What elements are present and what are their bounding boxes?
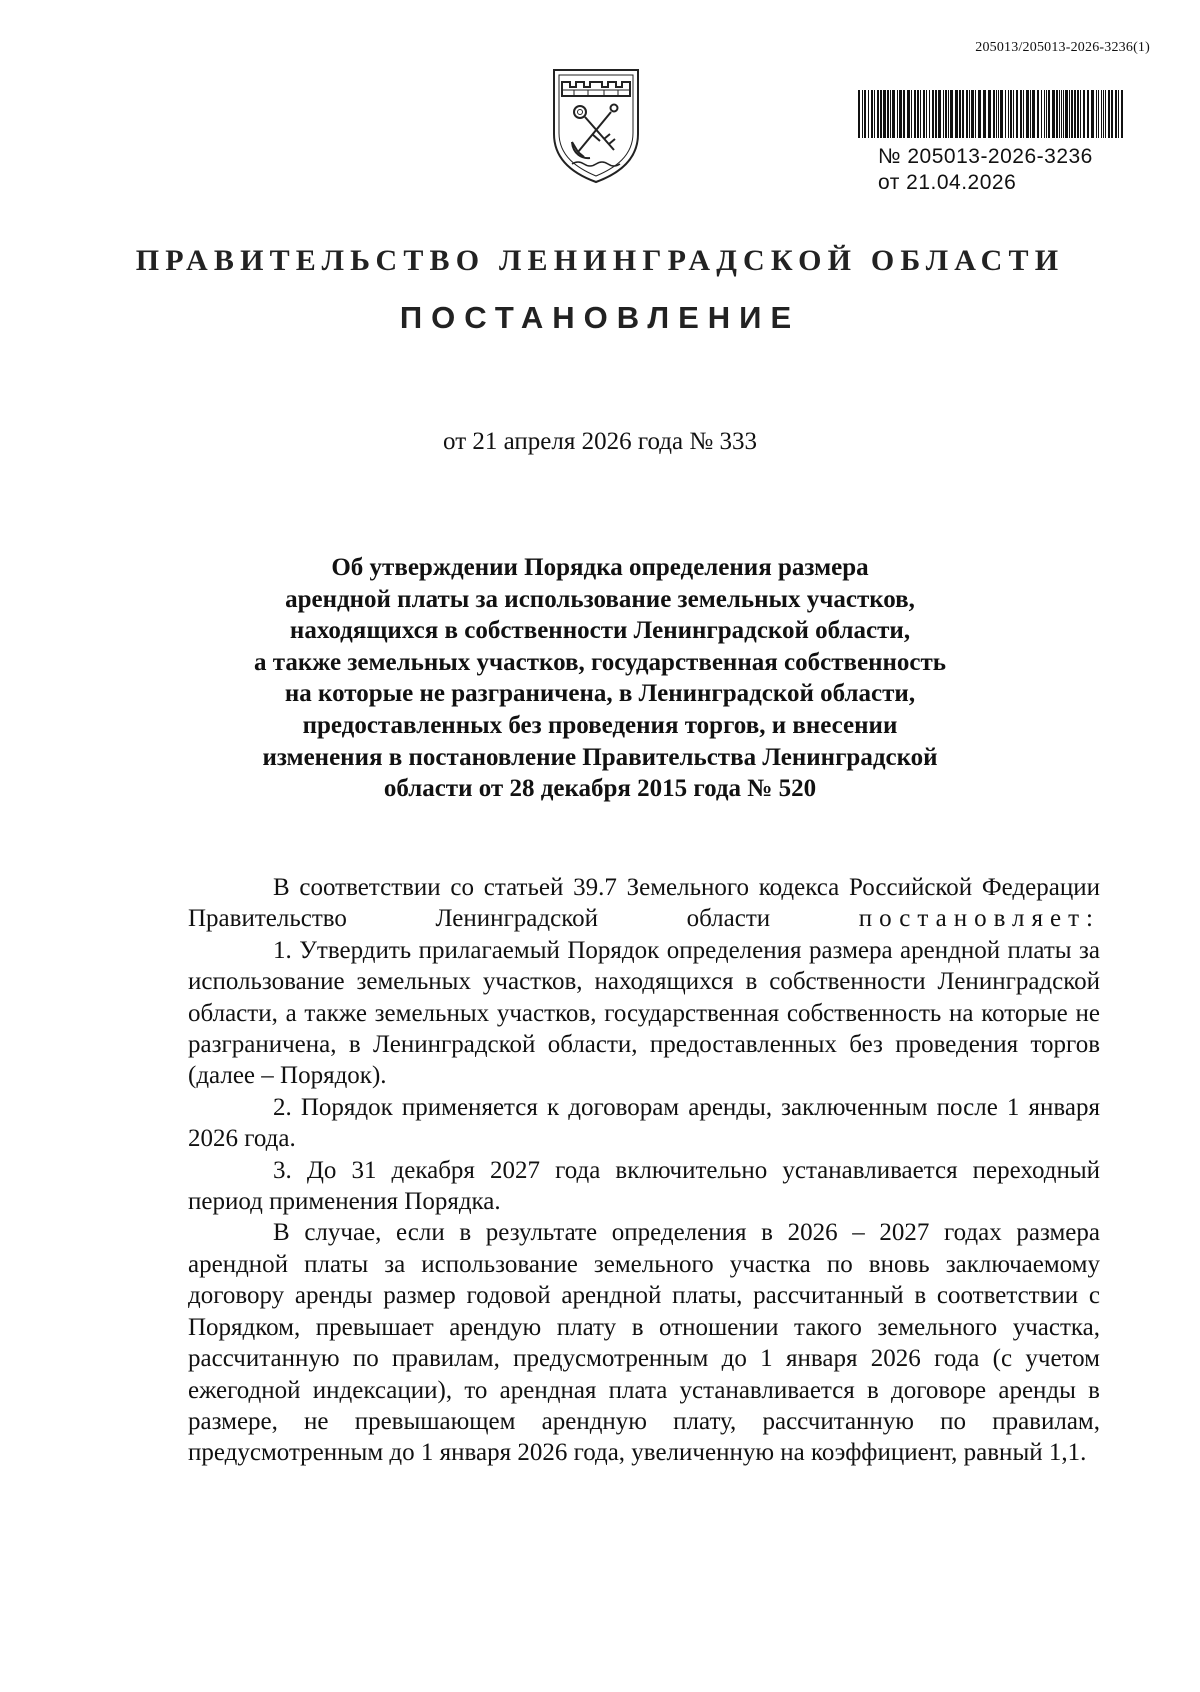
preamble-paragraph bbox=[188, 872, 1100, 935]
barcode-bar bbox=[1030, 90, 1031, 138]
barcode-bar bbox=[920, 90, 921, 138]
barcode-bar bbox=[1005, 90, 1006, 138]
barcode-bar bbox=[1016, 90, 1018, 138]
barcode-bar bbox=[1118, 90, 1119, 138]
subject-line: предоставленных без проведения торгов, и внесении bbox=[302, 711, 898, 739]
barcode-bar bbox=[975, 90, 976, 138]
barcode-bar bbox=[983, 90, 986, 138]
barcode-bar bbox=[880, 90, 882, 138]
barcode-bar bbox=[1010, 90, 1012, 138]
barcode-bar bbox=[1080, 90, 1081, 138]
item-paragraph-2: 2. Порядок применяется к договорам аренды, заключенным после 1 января 2026 года. bbox=[188, 1093, 1100, 1153]
barcode-bar bbox=[1096, 90, 1097, 138]
barcode-bar bbox=[1052, 90, 1055, 138]
barcode-bar bbox=[988, 90, 991, 138]
barcode-bar bbox=[950, 90, 953, 138]
barcode-bar bbox=[1059, 90, 1060, 138]
barcode-bar bbox=[1056, 90, 1058, 138]
barcode-bar bbox=[1041, 90, 1042, 138]
barcode-bar bbox=[899, 90, 902, 138]
subject-line: на которые не разграничена, в Ленинградской области, bbox=[284, 680, 916, 708]
barcode-bar bbox=[883, 90, 886, 138]
subject-line: арендной платы за использование земельных участков, bbox=[285, 585, 915, 613]
barcode-bar bbox=[955, 90, 958, 138]
barcode-bar bbox=[1048, 90, 1050, 138]
transition-paragraph: В случае, если в результате определения в 2026 – 2027 годах размера арендной платы за использование земельного участка по вновь заключаемому договору аренды размер годовой арендной платы, рассчитанный в соответствии с Порядком, превышает арендую плату в отношении такого земельного участка, рассчитанную по правилам, предусмотренным до 1 января 2026 года (с учетом ежегодной индексации), то арендная плата устанавливается в договоре аренды в размере, не превышающем арендную плату, рассчитанную по правилам, предусмотренным до 1 января 2026 года, увеличенную на коэффициент, равный 1,1. bbox=[188, 1219, 1100, 1467]
subject-line: изменения в постановление Правительства Ленинградской bbox=[262, 743, 938, 771]
barcode-bar bbox=[892, 90, 895, 138]
barcode-bar bbox=[1065, 90, 1068, 138]
subject-line: а также земельных участков, государственная собственность bbox=[253, 648, 946, 676]
barcode-bar bbox=[868, 90, 869, 138]
registration-code: 205013/205013-2026-3236(1) bbox=[975, 40, 1150, 55]
barcode-bar bbox=[1020, 90, 1022, 138]
barcode-bar bbox=[935, 90, 937, 138]
barcode bbox=[858, 90, 1126, 138]
barcode-bar bbox=[1069, 90, 1070, 138]
barcode-bar bbox=[907, 90, 910, 138]
government-title: ПРАВИТЕЛЬСТВО ЛЕНИНГРАДСКОЙ ОБЛАСТИ bbox=[135, 244, 1065, 277]
barcode-bar bbox=[1115, 90, 1117, 138]
barcode-bar bbox=[1026, 90, 1029, 138]
barcode-bar bbox=[1000, 90, 1003, 138]
barcode-bar bbox=[1098, 90, 1099, 138]
barcode-bar bbox=[998, 90, 999, 138]
coat-of-arms-emblem bbox=[548, 64, 644, 186]
barcode-bar bbox=[1103, 90, 1104, 138]
barcode-bar bbox=[871, 90, 873, 138]
barcode-bar bbox=[862, 90, 863, 138]
registration-date: от 21.04.2026 bbox=[878, 171, 1017, 194]
subject-line: Об утверждении Порядка определения размера bbox=[331, 554, 869, 581]
subject-line: находящихся в собственности Ленинградской области, bbox=[289, 617, 911, 645]
barcode-bar bbox=[962, 90, 964, 138]
barcode-bar bbox=[1032, 90, 1035, 138]
barcode-bar bbox=[929, 90, 930, 138]
barcode-bar bbox=[1091, 90, 1094, 138]
registration-number: № 205013-2026-3236 bbox=[878, 145, 1093, 168]
barcode-bar bbox=[864, 90, 866, 138]
barcode-bar bbox=[1063, 90, 1064, 138]
preamble-text: В соответствии со статьей 39.7 Земельного кодекса Российской Федерации Правительство Ленинградской области bbox=[188, 874, 1100, 933]
barcode-bar bbox=[1101, 90, 1102, 138]
barcode-bar bbox=[897, 90, 898, 138]
barcode-bar bbox=[903, 90, 905, 138]
barcode-bar bbox=[923, 90, 925, 138]
barcode-bar bbox=[993, 90, 995, 138]
barcode-bar bbox=[938, 90, 941, 138]
document-type: ПОСТАНОВЛЕНИЕ bbox=[399, 300, 801, 335]
barcode-bar bbox=[1061, 90, 1062, 138]
barcode-bar bbox=[887, 90, 889, 138]
barcode-bar bbox=[1008, 90, 1009, 138]
barcode-bar bbox=[877, 90, 879, 138]
item-paragraph-3: 3. До 31 декабря 2027 года включительно устанавливается переходный период применения Порядка. bbox=[188, 1156, 1100, 1216]
barcode-bar bbox=[1074, 90, 1076, 138]
barcode-bar bbox=[911, 90, 912, 138]
barcode-bar bbox=[1046, 90, 1047, 138]
barcode-bar bbox=[1087, 90, 1089, 138]
barcode-bar bbox=[969, 90, 970, 138]
barcode-bar bbox=[926, 90, 927, 138]
barcode-bar bbox=[1121, 90, 1123, 138]
barcode-bar bbox=[971, 90, 974, 138]
barcode-bar bbox=[917, 90, 919, 138]
barcode-bar bbox=[874, 90, 875, 138]
barcode-bar bbox=[932, 90, 934, 138]
barcode-bar bbox=[1071, 90, 1073, 138]
barcode-bar bbox=[1108, 90, 1110, 138]
document-body bbox=[188, 872, 1100, 1469]
preamble-decision-word: постановляет: bbox=[858, 905, 1100, 933]
barcode-bar bbox=[1105, 90, 1106, 138]
barcode-bar bbox=[978, 90, 981, 138]
barcode-bar bbox=[966, 90, 968, 138]
barcode-bar bbox=[948, 90, 949, 138]
barcode-bar bbox=[945, 90, 947, 138]
document-subject bbox=[210, 552, 990, 805]
barcode-bar bbox=[959, 90, 961, 138]
barcode-bar bbox=[1083, 90, 1085, 138]
barcode-bar bbox=[890, 90, 891, 138]
barcode-bar bbox=[996, 90, 997, 138]
barcode-bar bbox=[858, 90, 860, 138]
barcode-bar bbox=[1037, 90, 1039, 138]
barcode-bar bbox=[1013, 90, 1014, 138]
barcode-bar bbox=[1044, 90, 1045, 138]
barcode-bar bbox=[1077, 90, 1079, 138]
barcode-bar bbox=[943, 90, 944, 138]
subject-line: области от 28 декабря 2015 года № 520 bbox=[383, 775, 817, 803]
barcode-bar bbox=[1023, 90, 1024, 138]
item-paragraph-1: 1. Утвердить прилагаемый Порядок определения размера арендной платы за использование земельных участков, находящихся в собственности Ленинградской области, а также земельных участков, государственная собственность на которые не разграничена, в Ленинградской области, предоставленных без проведения торгов (далее – Порядок). bbox=[188, 936, 1100, 1090]
barcode-bar bbox=[1111, 90, 1113, 138]
document-date-number: от 21 апреля 2026 года № 333 bbox=[443, 428, 757, 455]
barcode-bar bbox=[914, 90, 916, 138]
